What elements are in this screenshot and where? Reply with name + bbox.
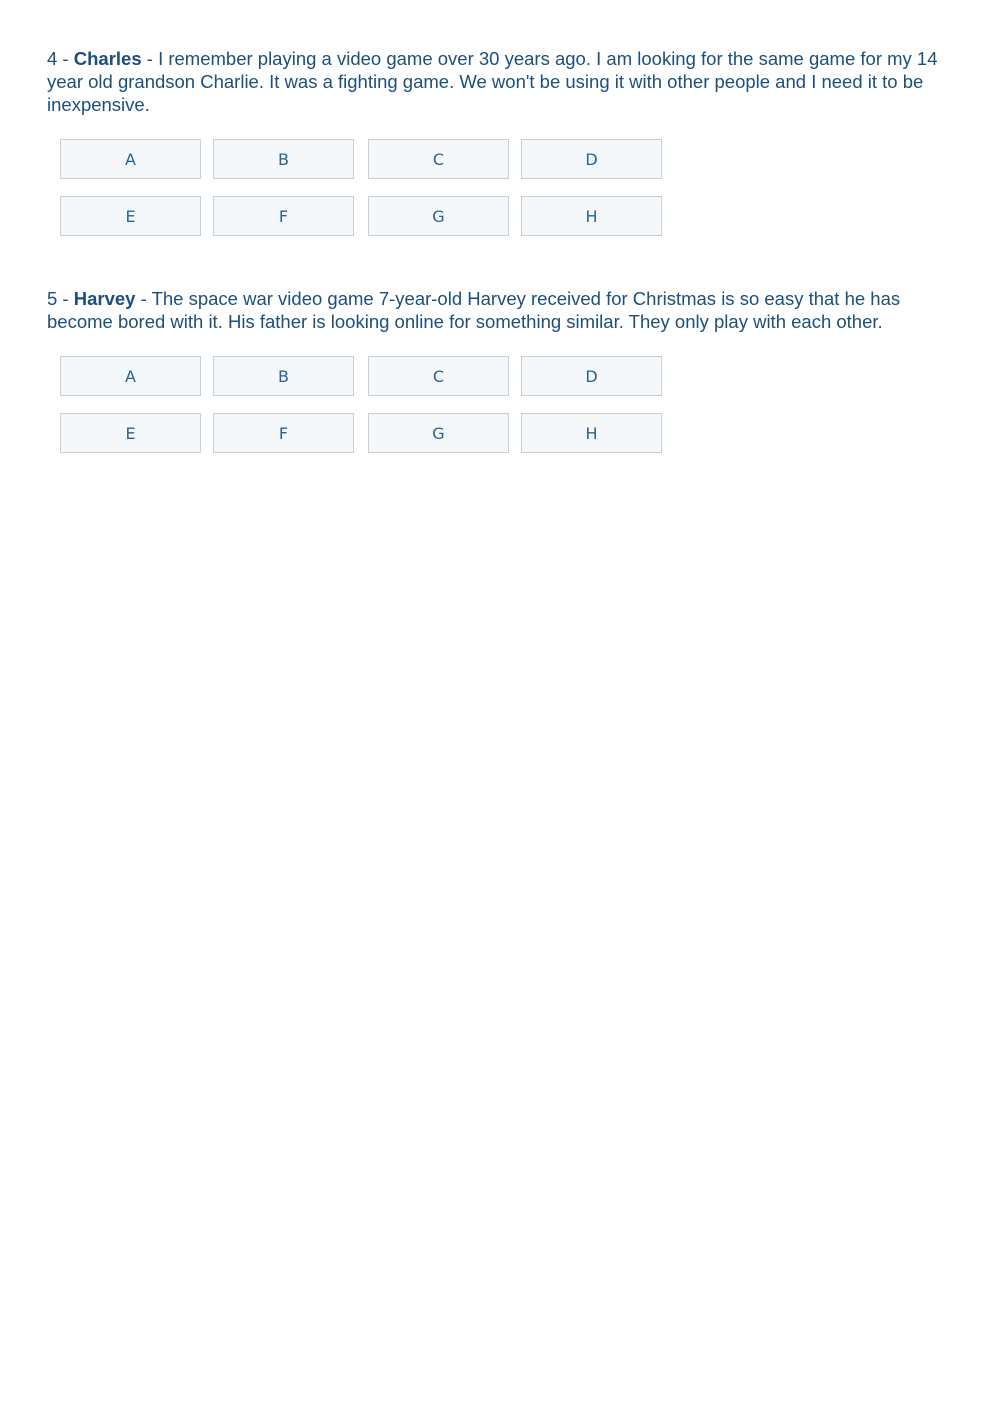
question-number: 5 <box>47 288 58 309</box>
answer-options <box>60 139 670 236</box>
option-h-button[interactable]: H <box>521 196 662 236</box>
option-a-button[interactable]: A <box>60 356 201 396</box>
question-separator: - <box>57 48 74 69</box>
question-4 <box>47 47 952 253</box>
option-a-button[interactable]: A <box>60 139 201 179</box>
options-row <box>60 196 670 236</box>
option-b-button[interactable]: B <box>213 356 354 396</box>
question-5 <box>47 287 952 470</box>
option-c-button[interactable]: C <box>368 356 509 396</box>
option-b-button[interactable]: B <box>213 139 354 179</box>
option-g-button[interactable]: G <box>368 413 509 453</box>
question-number: 4 <box>47 48 58 69</box>
question-text: - I remember playing a video game over 30 years ago. I am looking for the same game for my 14 year old grandson Charlie. It was a fighting game. We won't be using it with other people and I need it to be inexpensive. <box>47 48 938 115</box>
option-e-button[interactable]: E <box>60 413 201 453</box>
option-d-button[interactable]: D <box>521 139 662 179</box>
option-c-button[interactable]: C <box>368 139 509 179</box>
option-e-button[interactable]: E <box>60 196 201 236</box>
options-row <box>60 413 670 453</box>
question-prompt <box>47 287 952 333</box>
option-f-button[interactable]: F <box>213 196 354 236</box>
option-d-button[interactable]: D <box>521 356 662 396</box>
person-name: Charles <box>73 48 142 69</box>
answer-options <box>60 356 670 453</box>
options-row <box>60 139 670 179</box>
question-text: - The space war video game 7-year-old Harvey received for Christmas is so easy that he has become bored with it. His father is looking online for something similar. They only play with each other. <box>47 288 901 332</box>
question-prompt <box>47 47 952 116</box>
option-h-button[interactable]: H <box>521 413 662 453</box>
person-name: Harvey <box>73 288 136 309</box>
option-f-button[interactable]: F <box>213 413 354 453</box>
option-g-button[interactable]: G <box>368 196 509 236</box>
options-row <box>60 356 670 396</box>
question-separator: - <box>57 288 74 309</box>
